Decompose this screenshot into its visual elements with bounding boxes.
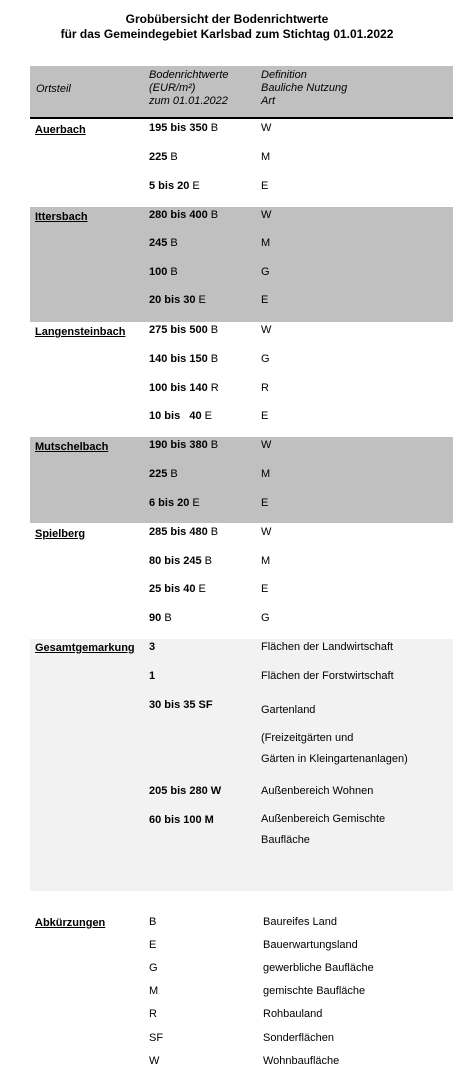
- gesamt-value: 1: [149, 670, 156, 682]
- table-row: 275 bis 500 B: [149, 324, 219, 336]
- page-subtitle: für das Gemeindegebiet Karlsbad zum Stichtag 01.01.2022: [60, 27, 394, 41]
- usage-code: M: [261, 555, 271, 567]
- band-ittersbach: [30, 207, 453, 322]
- table-row: 100 B: [149, 266, 178, 278]
- abbreviation-code: B: [149, 916, 157, 928]
- table-row: 20 bis 30 E: [149, 294, 206, 306]
- usage-code: W: [261, 439, 272, 451]
- table-row: 25 bis 40 E: [149, 583, 206, 595]
- usage-code: E: [261, 294, 269, 306]
- gesamt-value: 205 bis 280 W: [149, 785, 222, 797]
- table-row: 195 bis 350 B: [149, 122, 219, 134]
- table-row: 225 B: [149, 151, 178, 163]
- table-row: 10 bis 40 E: [149, 410, 212, 422]
- usage-code: G: [261, 612, 270, 624]
- page-title: Grobübersicht der Bodenrichtwerte: [125, 12, 329, 26]
- table-row: 100 bis 140 R: [149, 382, 219, 394]
- table-row: 90 B: [149, 612, 172, 624]
- table-row: 5 bis 20 E: [149, 180, 200, 192]
- gesamt-use: Gartenland: [261, 704, 316, 716]
- header-bodenrichtwerte: Bodenrichtwerte: [149, 69, 229, 81]
- header-ortsteil: Ortsteil: [36, 83, 71, 95]
- usage-code: W: [261, 209, 272, 221]
- gesamt-use: Flächen der Forstwirtschaft: [261, 670, 394, 682]
- header-definition: Definition: [261, 69, 307, 81]
- gesamt-use: Außenbereich Wohnen: [261, 785, 374, 797]
- abbreviation-code: E: [149, 939, 157, 951]
- abbreviation-text: Bauerwartungsland: [263, 939, 358, 951]
- gesamt-use: Gärten in Kleingartenanlagen): [261, 753, 408, 765]
- abbreviation-code: SF: [149, 1032, 164, 1044]
- abbreviation-code: W: [149, 1055, 160, 1067]
- abbreviation-text: Rohbauland: [263, 1008, 323, 1020]
- header-art: Art: [261, 95, 276, 107]
- district-name: Ittersbach: [35, 211, 88, 223]
- usage-code: E: [261, 583, 269, 595]
- abbreviation-code: M: [149, 985, 159, 997]
- usage-code: G: [261, 353, 270, 365]
- header-divider: [30, 117, 453, 119]
- gesamt-use: Baufläche: [261, 834, 310, 846]
- abbreviation-text: Baureifes Land: [263, 916, 337, 928]
- header-date: zum 01.01.2022: [149, 95, 228, 107]
- usage-code: W: [261, 122, 272, 134]
- district-name: Mutschelbach: [35, 441, 109, 453]
- abbreviation-text: gemischte Baufläche: [263, 985, 366, 997]
- usage-code: E: [261, 410, 269, 422]
- abbreviation-text: Sonderflächen: [263, 1032, 334, 1044]
- abbreviation-code: R: [149, 1008, 157, 1020]
- header-nutzung: Bauliche Nutzung: [261, 82, 348, 94]
- gesamt-use: Flächen der Landwirtschaft: [261, 641, 394, 653]
- usage-code: R: [261, 382, 269, 394]
- table-row: 225 B: [149, 468, 178, 480]
- usage-code: M: [261, 237, 271, 249]
- table-row: 190 bis 380 B: [149, 439, 219, 451]
- table-row: 80 bis 245 B: [149, 555, 212, 567]
- abbreviation-code: G: [149, 962, 158, 974]
- usage-code: W: [261, 526, 272, 538]
- gesamt-value: 30 bis 35 SF: [149, 699, 213, 711]
- table-row: 245 B: [149, 237, 178, 249]
- district-name: Spielberg: [35, 528, 86, 540]
- usage-code: E: [261, 180, 269, 192]
- district-name: Auerbach: [35, 124, 86, 136]
- usage-code: M: [261, 151, 271, 163]
- gesamt-use: (Freizeitgärten und: [261, 732, 354, 744]
- header-unit: (EUR/m²): [149, 82, 196, 94]
- gesamt-use: Außenbereich Gemischte: [261, 813, 386, 825]
- usage-code: M: [261, 468, 271, 480]
- table-row: 280 bis 400 B: [149, 209, 219, 221]
- abbreviations-label: Abkürzungen: [35, 917, 106, 929]
- gesamt-value: 60 bis 100 M: [149, 814, 214, 826]
- table-header: [30, 66, 453, 117]
- usage-code: G: [261, 266, 270, 278]
- abbreviation-text: Wohnbaufläche: [263, 1055, 340, 1067]
- table-row: 6 bis 20 E: [149, 497, 200, 509]
- table-row: 140 bis 150 B: [149, 353, 219, 365]
- district-name: Gesamtgemarkung: [35, 642, 135, 654]
- table-row: 285 bis 480 B: [149, 526, 219, 538]
- abbreviation-text: gewerbliche Baufläche: [263, 962, 374, 974]
- gesamt-value: 3: [149, 641, 156, 653]
- usage-code: E: [261, 497, 269, 509]
- usage-code: W: [261, 324, 272, 336]
- district-name: Langensteinbach: [35, 326, 126, 338]
